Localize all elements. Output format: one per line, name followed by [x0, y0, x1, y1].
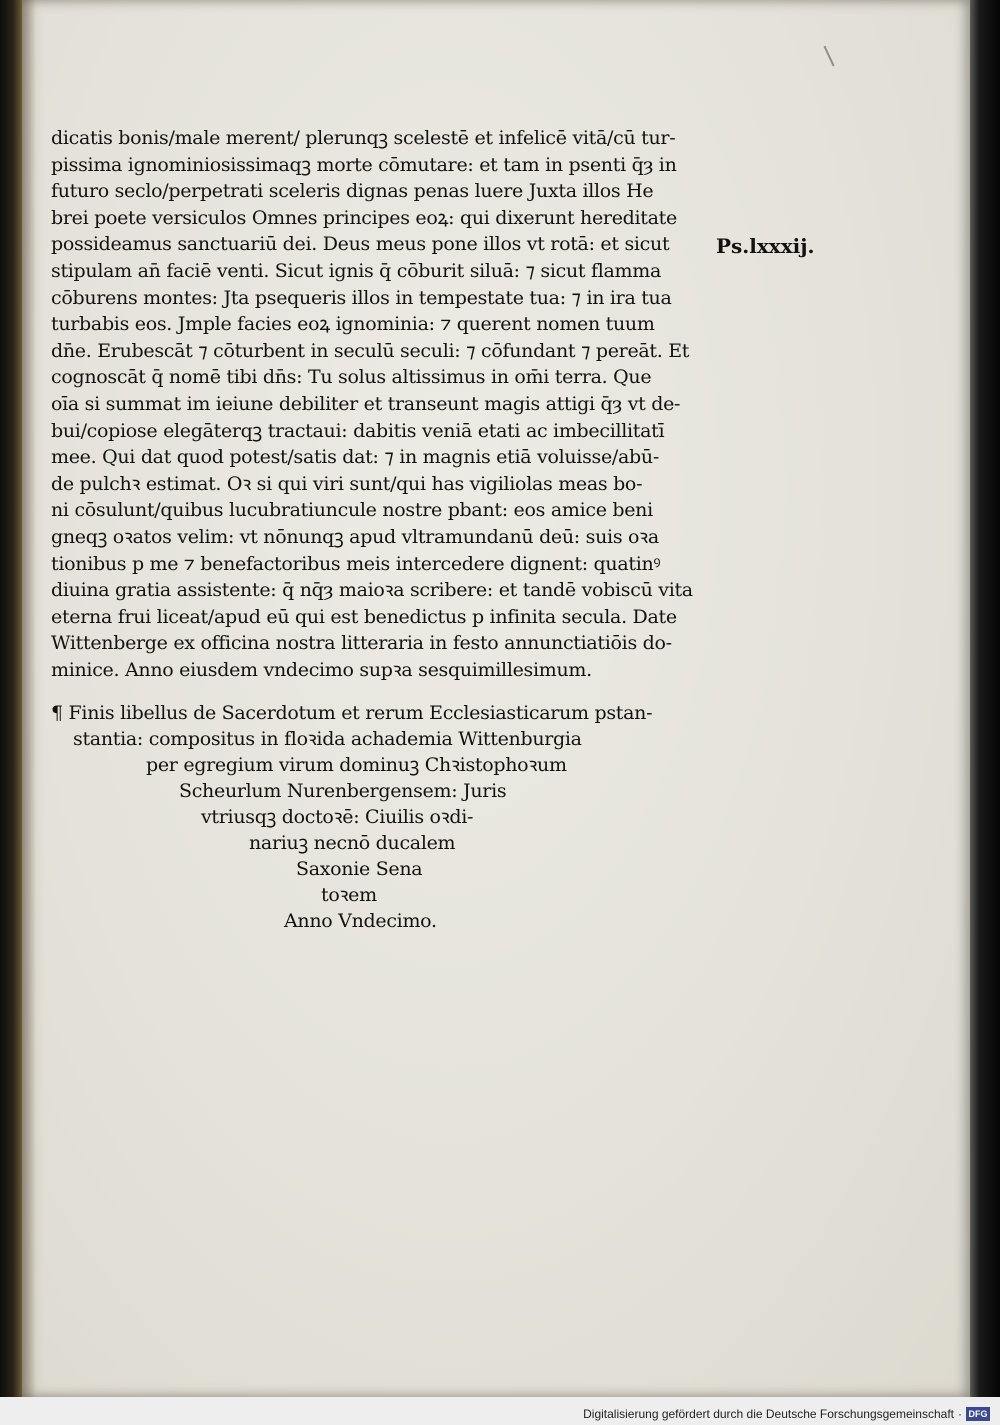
text-line: tionibus p me ⁊ benefactoribus meis intercedere dignent: quatinꝰ [51, 552, 661, 575]
text-line: Wittenberge ex officina nostra litteraria in festo annunctiatiōis do- [51, 632, 672, 655]
colophon [51, 700, 711, 934]
text-line: turbabis eos. Jmple facies eoꝝ ignominia: ⁊ querent nomen tuum [51, 313, 655, 336]
colophon-line: Scheurlum Nurenbergensem: Juris [179, 780, 507, 802]
scanner-frame-left [0, 0, 22, 1425]
text-line: de pulchꝛ estimat. Oꝛ si qui viri sunt/qui has vigiliolas meas bo- [51, 472, 643, 495]
text-line: diuina gratia assistente: q̄ nq̄ȝ maioꝛa scribere: et tandē vobiscū vita [51, 579, 693, 602]
text-line: cōburens montes: Jta psequeris illos in tempestate tua: ⁊ in ira tua [51, 286, 672, 309]
scanner-frame-right [970, 0, 1000, 1425]
text-line: oīa si summat im ieiune debiliter et transeunt magis attigi q̄ȝ vt de- [51, 392, 681, 415]
text-line: possideamus sanctuariū dei. Deus meus pone illos vt rotā: et sicut [51, 233, 670, 256]
colophon-line: stantia: compositus in floꝛida achademia Wittenburgia [73, 728, 582, 750]
text-line: dicatis bonis/male merent/ plerunqꝫ scelestē et infelicē vitā/cū tur- [51, 127, 676, 149]
text-line: ni cōsulunt/quibus lucubratiuncule nostre pbant: eos amice beni [51, 499, 653, 522]
colophon-line: vtriusqꝫ doctoꝛē: Ciuilis oꝛdi- [201, 806, 474, 828]
text-line: brei poete versiculos Omnes principes eoꝝ: qui dixerunt hereditate [51, 206, 677, 229]
colophon-line: Anno Vndecimo. [284, 910, 437, 932]
text-line: gneqꝫ oꝛatos velim: vt nōnunqꝫ apud vltramundanū deū: suis oꝛa [51, 525, 659, 548]
text-line: dn̄e. Erubescāt ⁊ cōturbent in seculū seculi: ⁊ cōfundant ⁊ pereāt. Et [51, 339, 690, 362]
colophon-line: ¶ Finis libellus de Sacerdotum et rerum Ecclesiasticarum pstan- [51, 702, 653, 724]
body-text [51, 125, 721, 683]
text-line: cognoscāt q̄ nomē tibi dn̄s: Tu solus altissimus in om̄i terra. Que [51, 366, 652, 389]
text-line: minice. Anno eiusdem vndecimo supꝛa sesquimillesimum. [51, 658, 592, 681]
text-line: mee. Qui dat quod potest/satis dat: ⁊ in magnis etiā voluisse/abū- [51, 446, 659, 469]
separator: · [958, 1407, 962, 1421]
text-line: stipulam an̄ faciē venti. Sicut ignis q̄ cōburit siluā: ⁊ sicut flamma [51, 259, 661, 282]
text-line: pissima ignominiosissimaqꝫ morte cōmutare: et tam in psenti q̄ȝ in [51, 153, 677, 176]
page-gutter-shadow [22, 0, 36, 1397]
colophon-line: per egregium virum dominuꝫ Chꝛistophoꝛum [146, 754, 567, 776]
colophon-line: nariuꝫ necnō ducalem [249, 832, 456, 854]
marginal-psalm-reference: Ps.lxxxij. [716, 234, 815, 258]
text-line: bui/copiose elegāterqꝫ tractaui: dabitis veniā etati ac imbecillitatī [51, 419, 665, 442]
colophon-line: Saxonie Sena [296, 858, 423, 880]
funding-credit [583, 1407, 990, 1421]
dfg-logo-icon: DFG [966, 1407, 990, 1421]
text-line: futuro seclo/perpetrati sceleris dignas penas luere Juxta illos He [51, 180, 654, 203]
funding-credit-text: Digitalisierung gefördert durch die Deutsche Forschungsgemeinschaft [583, 1407, 954, 1421]
text-line: eterna frui liceat/apud eū qui est benedictus p infinita secula. Date [51, 605, 677, 628]
colophon-line: toꝛem [321, 884, 377, 906]
